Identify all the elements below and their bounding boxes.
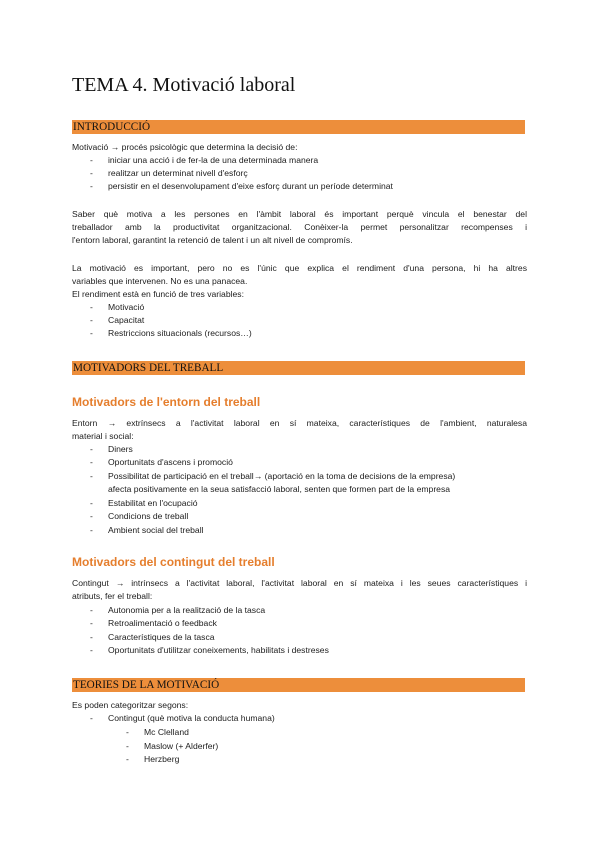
section-heading-motivadors: MOTIVADORS DEL TREBALL [72,361,525,375]
section-heading-teories: TEORIES DE LA MOTIVACIÓ [72,678,525,692]
paragraph-line: atributs, fer el treball: [72,591,153,601]
paragraph-line: treballador amb la productivitat organitzacional. Conèixer-la permet personalitzar recompenses i [72,222,527,232]
paragraph-line: Contingut → intrínsecs a l'activitat laboral, l'activitat laboral en sí mateixa i les seues característiques i [72,578,527,588]
document-page: TEMA 4. Motivació laboral INTRODUCCIÓ Motivació → procés psicològic que determina la decisió de: - iniciar una acció i de fer-la de una determinada manera - realitzar un determinat nivell d'esforç - persistir en el desenvolupament d'eixe esforç durant un període determinat Saber què motiva a les persones en l'àmbit laboral és important perquè vincula el benestar del treballador amb la productivitat organitzacional. Conèixer-la permet personalitzar recompenses i l'entorn laboral, garantint la retenció de talent i un alt nivell de compromís. La motivació es important, pero no es l'únic que explica el rendiment d'una persona, hi ha altres variables que intervenen. No es una panacea. El rendiment està en funció de tres variables: - Motivació - Capacitat - Restriccions situacionals (recursos…) MOTIVADORS DEL TREBALL Motivadors de l'entorn del treball Entorn → extrínsecs a l'activitat laboral en sí mateixa, característiques de l'ambient, naturalesa material i social: - Diners - Oportunitats d'ascens i promoció - Possibilitat de participació en el treball→ (aportació en la toma de decisions de la empresa) afecta positivamente en la seua satisfacció laboral, senten que formen part de la empresa - Estabilitat en l'ocupació - Condicions de treball - Ambient social del treball Motivadors del contingut del treball Contingut → intrínsecs a l'activitat laboral, l'activitat laboral en sí mateixa i les seues característiques i atributs, fer el treball: - Autonomia per a la realització de la tasca - Retroalimentació o feedback - Característiques de la tasca - Oportunitats d'utilitzar coneixements, habilitats i destreses TEORIES DE LA MOTIVACIÓ Es poden categoritzar segons: - Contingut (què motiva la conducta humana) - Mc Clelland - Maslow (+ Alderfer) - Herzberg [72,74,527,764]
paragraph-line: La motivació es important, pero no es l'únic que explica el rendiment d'una persona, hi ha altres [72,263,527,273]
paragraph-line: El rendiment està en funció de tres variables: [72,289,244,299]
page-title: TEMA 4. Motivació laboral [72,74,296,96]
paragraph-line: Es poden categoritzar segons: [72,700,189,710]
motivation-definition: Motivació → procés psicològic que determina la decisió de: [72,142,298,152]
section-heading-introduccio: INTRODUCCIÓ [72,120,525,134]
subheading-contingut: Motivadors del contingut del treball [72,555,275,569]
paragraph-line: material i social: [72,431,134,441]
paragraph-line: Entorn → extrínsecs a l'activitat laboral en sí mateixa, característiques de l'ambient, naturalesa [72,418,527,428]
subheading-entorn: Motivadors de l'entorn del treball [72,395,261,409]
paragraph-line: variables que intervenen. No es una panacea. [72,276,248,286]
paragraph-line: Saber què motiva a les persones en l'àmbit laboral és important perquè vincula el benestar del [72,209,527,219]
paragraph-line: l'entorn laboral, garantint la retenció de talent i un alt nivell de compromís. [72,235,353,245]
